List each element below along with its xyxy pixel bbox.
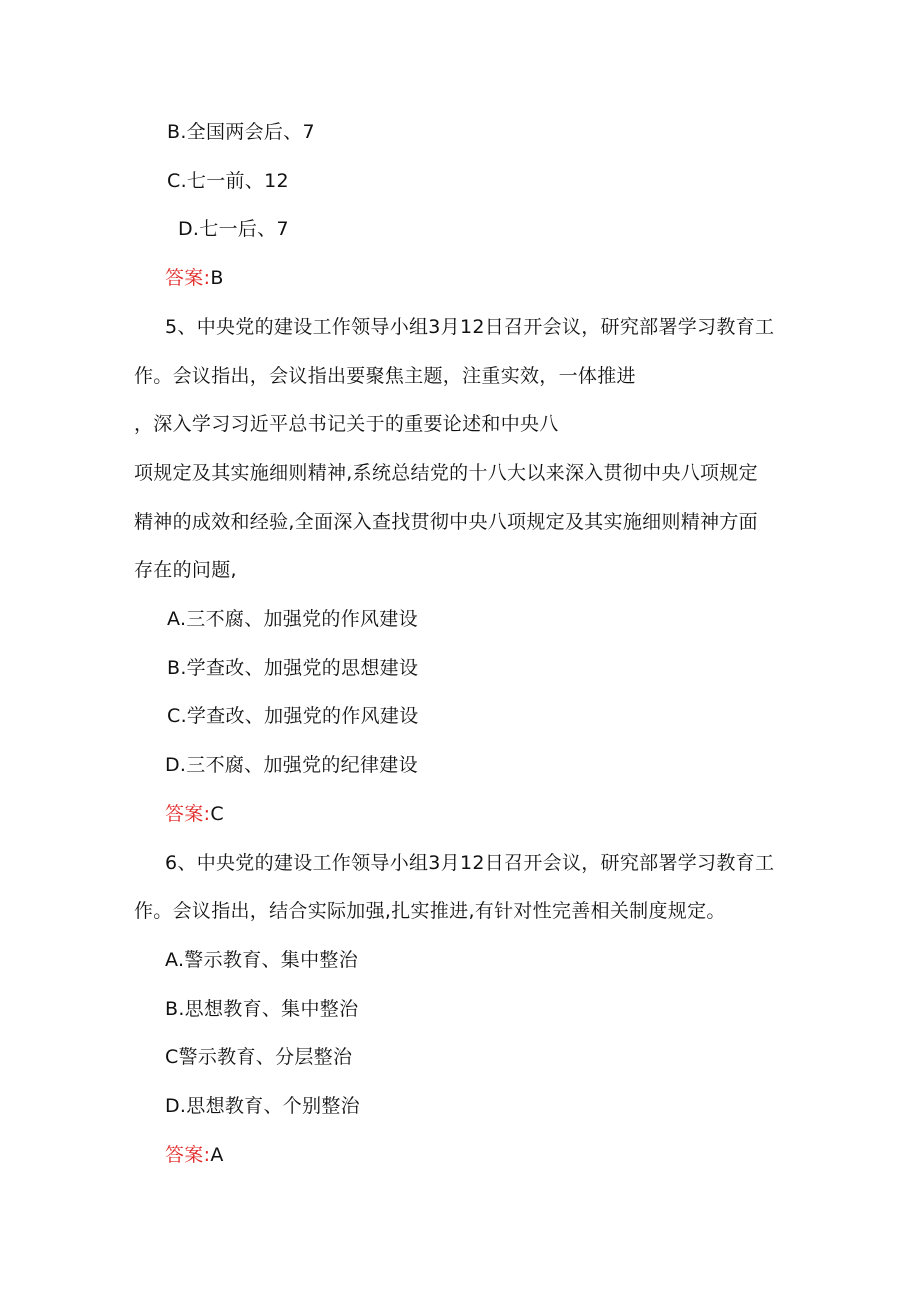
q4-option-d: D.七一后、7 [178,218,289,240]
q6-option-c: C警示教育、分层整治 [165,1046,353,1068]
q6-answer-value: A [210,1144,224,1166]
q5-option-b: B.学查改、加强党的思想建设 [167,657,419,679]
q5-stem-line-4: 项规定及其实施细则精神,系统总结党的十八大以来深入贯彻中央八项规定 [134,462,758,484]
q5-option-a: A.三不腐、加强党的作风建设 [167,608,418,630]
q4-option-c: C.七一前、12 [167,170,289,192]
q6-stem-line-2: 作。会议指出，结合实际加强,扎实推进,有针对性完善相关制度规定。 [134,900,726,922]
q5-answer-value: C [210,803,224,825]
q5-stem-line-2: 作。会议指出，会议指出要聚焦主题，注重实效，一体推进 [134,365,636,387]
q5-answer-label: 答案: [165,803,211,825]
q6-option-b: B.思想教育、集中整治 [165,998,359,1020]
q4-option-b: B.全国两会后、7 [167,121,315,143]
q6-option-a: A.警示教育、集中整治 [165,949,359,971]
q6-option-d: D.思想教育、个别整治 [165,1095,360,1117]
q5-option-c: C.学查改、加强党的作风建设 [167,705,419,727]
q4-answer-label: 答案: [165,267,211,289]
q5-stem-line-6: 存在的问题, [134,559,237,581]
q6-stem-line-1: 6、中央党的建设工作领导小组3月12日召开会议，研究部署学习教育工 [165,852,775,874]
q5-stem-line-1: 5、中央党的建设工作领导小组3月12日召开会议，研究部署学习教育工 [165,316,775,338]
q6-answer-label: 答案: [165,1144,211,1166]
q5-stem-line-3: ，深入学习习近平总书记关于的重要论述和中央八 [134,413,559,435]
q4-answer [165,265,224,291]
q5-option-d: D.三不腐、加强党的纪律建设 [165,754,418,776]
q5-stem-line-5: 精神的成效和经验,全面深入查找贯彻中央八项规定及其实施细则精神方面 [134,511,758,533]
q6-answer [165,1142,224,1168]
q4-answer-value: B [210,267,224,289]
q5-answer [165,801,224,827]
